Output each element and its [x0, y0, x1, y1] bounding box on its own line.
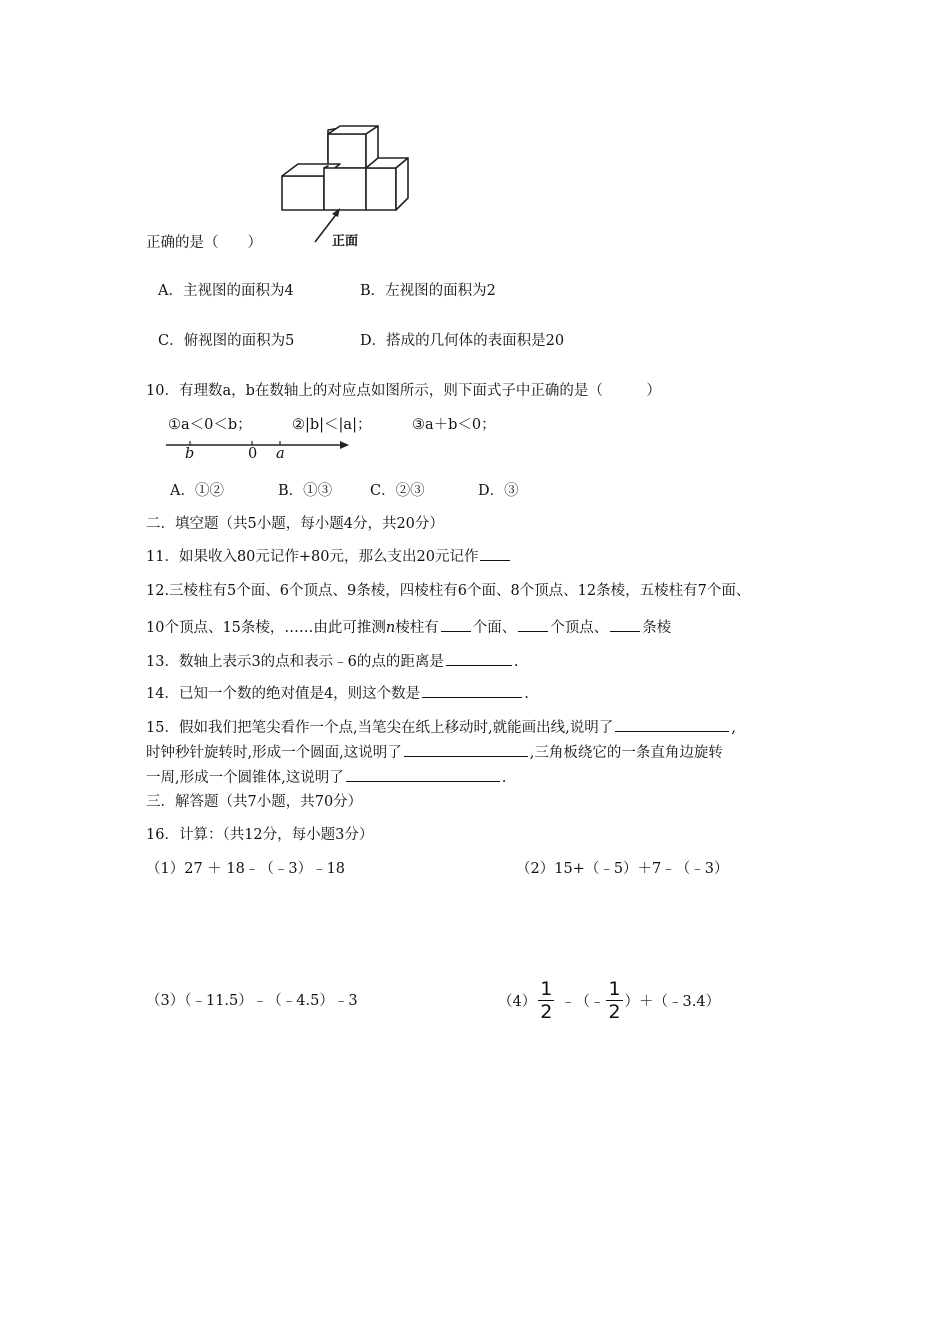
q14-text: 14．已知一个数的绝对值是4，则这个数是	[146, 686, 421, 702]
q15-blank-2[interactable]	[404, 755, 528, 757]
q10-option-b: B．①③	[278, 483, 333, 499]
q15-line3-end: .	[501, 770, 507, 786]
q15-line3	[146, 766, 506, 787]
q15-blank-1[interactable]	[615, 730, 729, 732]
q12-line2-pre: 10个顶点、15条棱，……由此可推测	[146, 620, 386, 636]
fraction-2	[606, 978, 622, 1023]
q14-end: .	[524, 686, 529, 702]
q12-italic-n: n	[385, 620, 396, 636]
q11	[146, 545, 512, 566]
q10-option-a: A．①②	[170, 483, 224, 499]
q16-part2: （2）15+（﹣5）＋7﹣（﹣3）	[516, 861, 729, 877]
q16-part4	[498, 978, 720, 1023]
q16-title: 16．计算：（共12分，每小题3分）	[146, 827, 374, 843]
q10-option-c: C．②③	[370, 483, 425, 499]
q15-line2-end: ,三角板绕它的一条直角边旋转	[529, 745, 723, 761]
q15-line1-end: ,	[731, 720, 736, 736]
q12-blank-vertices[interactable]	[518, 630, 548, 632]
q15-line1	[146, 716, 736, 737]
q14-blank[interactable]	[422, 696, 522, 698]
q15-line2	[146, 741, 723, 762]
fraction-1-denominator: 2	[540, 1001, 553, 1023]
q12-line2-a: 棱柱有	[395, 620, 439, 636]
q13	[146, 650, 519, 671]
q12-line2	[146, 616, 671, 637]
q12-line1: 12.三棱柱有5个面、6个顶点、9条棱，四棱柱有6个面、8个顶点、12条棱，五棱柱有7个面、	[146, 583, 751, 599]
q12-line2-c: 个顶点、	[550, 620, 609, 636]
q10-statement-3: ③a＋b＜0；	[412, 417, 496, 433]
q15-line2-text: 时钟秒针旋转时,形成一个圆面,这说明了	[146, 745, 402, 761]
q10-statement-2: ②|b|＜|a|；	[292, 417, 372, 433]
number-line-a: a	[276, 446, 285, 462]
q10-option-d: D．③	[478, 483, 519, 499]
q10-stem: 10．有理数a，b在数轴上的对应点如图所示，则下面式子中正确的是（ ）	[146, 383, 661, 399]
q14	[146, 682, 529, 703]
q12-line2-b: 个面、	[472, 620, 517, 636]
q16-part4-mid: ﹣（﹣	[556, 994, 605, 1010]
fraction-2-denominator: 2	[608, 1001, 621, 1023]
number-line-b: b	[185, 446, 195, 462]
fraction-1-numerator: 1	[540, 978, 553, 1000]
q12-blank-faces[interactable]	[441, 630, 471, 632]
q9-option-c: C．俯视图的面积为5	[158, 333, 295, 349]
section2-heading: 二．填空题（共5小题，每小题4分，共20分）	[146, 516, 444, 532]
number-line-zero: 0	[248, 446, 258, 462]
q15-blank-3[interactable]	[346, 780, 500, 782]
q13-text: 13．数轴上表示3的点和表示﹣6的点的距离是	[146, 654, 444, 670]
q16-part4-prefix: （4）	[498, 994, 537, 1010]
q9-stem: 正确的是（ ）	[146, 235, 262, 251]
q9-option-d: D．搭成的几何体的表面积是20	[360, 333, 565, 349]
fraction-2-numerator: 1	[608, 978, 621, 1000]
q16-part1: （1）27 ＋ 18﹣（﹣3）﹣18	[146, 861, 346, 877]
q9-option-b: B．左视图的面积为2	[360, 283, 496, 299]
q12-line2-d: 条棱	[642, 620, 672, 636]
q16-part4-end: ）＋（﹣3.4）	[624, 994, 721, 1010]
front-label: 正面	[332, 234, 359, 249]
q12-blank-edges[interactable]	[610, 630, 640, 632]
q13-end: .	[513, 654, 519, 670]
q15-line1-text: 15．假如我们把笔尖看作一个点,当笔尖在纸上移动时,就能画出线,说明了	[146, 720, 614, 736]
q15-line3-text: 一周,形成一个圆锥体,这说明了	[146, 770, 344, 786]
q13-blank[interactable]	[446, 664, 512, 666]
q10-statement-1: ①a＜0＜b；	[168, 417, 252, 433]
q11-text: 11．如果收入80元记作+80元，那么支出20元记作	[146, 549, 479, 565]
section3-heading: 三．解答题（共7小题，共70分）	[146, 794, 363, 810]
q11-blank[interactable]	[480, 559, 510, 561]
q16-part3: （3）（﹣11.5）﹣（﹣4.5）﹣3	[146, 993, 358, 1009]
fraction-1	[538, 978, 554, 1023]
q9-option-a: A．主视图的面积为4	[158, 283, 294, 299]
